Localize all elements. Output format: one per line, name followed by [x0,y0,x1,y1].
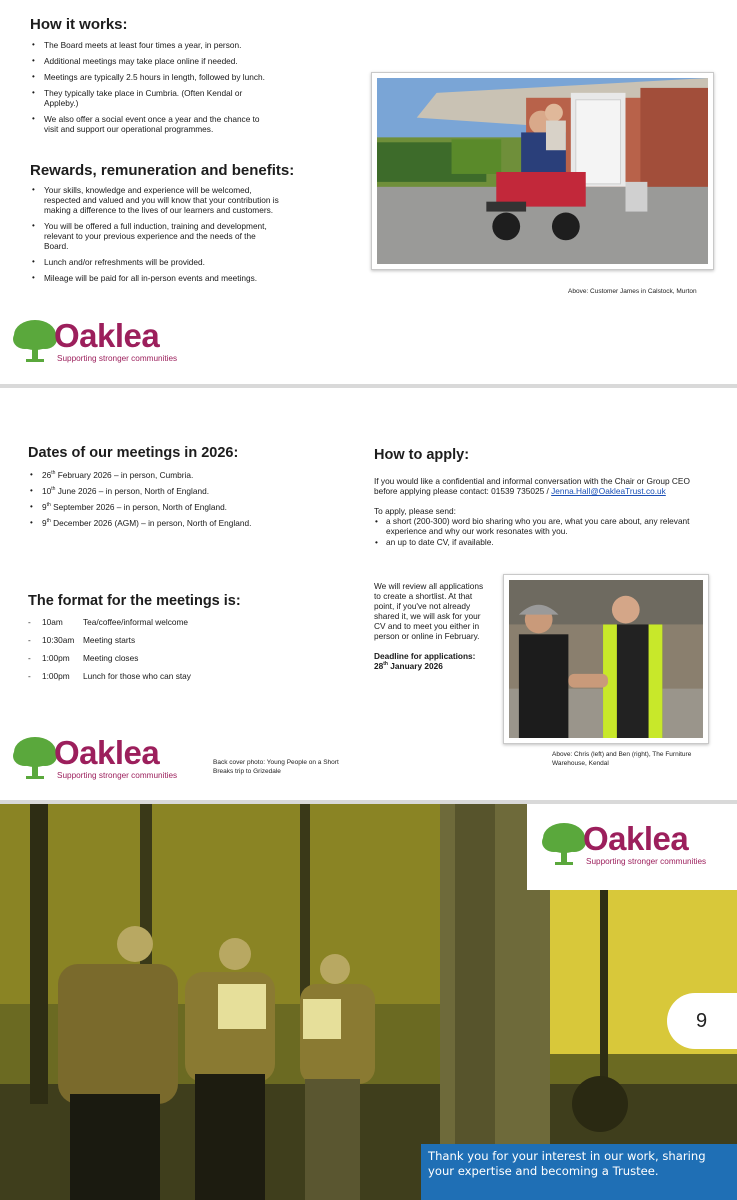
logo-tagline: Supporting stronger communities [57,354,178,363]
oaklea-logo [12,317,187,367]
how-to-apply-heading: How to apply: [374,447,470,463]
list-item: • 9th December 2026 (AGM) – in person, North of England. [28,518,328,528]
logo-tagline: Supporting stronger communities [586,857,707,866]
tree-icon [12,319,58,363]
email-link[interactable]: Jenna.Hall@OakleaTrust.co.uk [551,486,666,496]
how-to-apply-text: If you would like a confidential and informal conversation with the Chair or Group CEO before applying please contact: 01539 735025 / Jenna.Hall@OakleaTrust.co.uk To apply, please send: • a short (200-300) word bio sharing who you are, what you care about, any relevant experience and why our work resonates with you. • an up to date CV, if available. [374,476,710,548]
how-it-works-heading: How it works: [30,16,128,33]
meeting-format-list [28,617,191,689]
back-cover-caption: Back cover photo: Young People on a Short Breaks trip to Grizedale [213,759,339,775]
list-item: • You will be offered a full induction, training and development, relevant to your previous experience and the needs of the Board. [30,221,280,251]
rewards-list [30,185,280,289]
list-item: • Meetings are typically 2.5 hours in length, followed by lunch. [30,72,270,82]
list-item: • Additional meetings may take place online if needed. [30,56,270,66]
dates-heading: Dates of our meetings in 2026: [28,445,239,461]
tree-icon [12,736,58,780]
page-number: 9 [667,993,737,1049]
format-heading: The format for the meetings is: [28,593,241,609]
customer-photo [371,72,714,270]
how-it-works-list [30,40,270,140]
apply-send-list [374,516,710,547]
format-row: - 10am Tea/coffee/informal welcome [28,617,188,627]
back-cover-page [0,804,737,1200]
format-row: - 10:30am Meeting starts [28,635,136,645]
list-item: • Your skills, knowledge and experience will be welcomed, respected and valued and you will know that your contribution is making a difference to the lives of our learners and customers. [30,185,280,215]
page-meetings-apply [0,388,737,800]
logo-wordmark: Oaklea [583,820,689,857]
logo-wordmark: Oaklea [54,734,160,771]
format-row: - 1:00pm Lunch for those who can stay [28,671,191,681]
deadline: Deadline for applications: 28th January 2026 [374,651,476,671]
list-item: • They typically take place in Cumbria. (Often Kendal or Appleby.) [30,88,270,108]
logo-wordmark: Oaklea [54,317,160,354]
oaklea-logo [12,734,187,784]
logo-tagline: Supporting stronger communities [57,771,178,780]
meeting-dates-list [28,470,328,534]
list-item: • 26th February 2026 – in person, Cumbria. [28,470,328,480]
thank-you-banner: Thank you for your interest in our work, sharing your expertise and becoming a Trustee. [421,1144,737,1200]
furniture-photo-caption: Above: Chris (left) and Ben (right), The Furniture Warehouse, Kendal [552,751,692,767]
list-item: • a short (200-300) word bio sharing who you are, what you care about, any relevant experience and why our work resonates with you. [374,516,710,536]
list-item: • Lunch and/or refreshments will be provided. [30,257,280,267]
furniture-warehouse-photo [503,574,709,744]
list-item: • The Board meets at least four times a year, in person. [30,40,270,50]
page-how-it-works [0,0,737,384]
review-text: We will review all applications to create a shortlist. At that point, if you've not already shared it, we will ask for your CV and to meet you either in person or online in February. Deadline for applications: 28th January 2026 [374,581,492,671]
tree-icon [541,822,587,866]
logo-panel [527,804,737,890]
rewards-heading: Rewards, remuneration and benefits: [30,162,295,179]
list-item: • We also offer a social event once a year and the chance to visit and support our operational programmes. [30,114,270,134]
customer-photo-caption: Above: Customer James in Calstock, Murton [568,288,697,295]
format-row: - 1:00pm Meeting closes [28,653,139,663]
list-item: • 9th September 2026 – in person, North of England. [28,502,328,512]
list-item: • 10th June 2026 – in person, North of England. [28,486,328,496]
list-item: • Mileage will be paid for all in-person events and meetings. [30,273,280,283]
list-item: • an up to date CV, if available. [374,537,710,547]
oaklea-logo [541,820,716,870]
